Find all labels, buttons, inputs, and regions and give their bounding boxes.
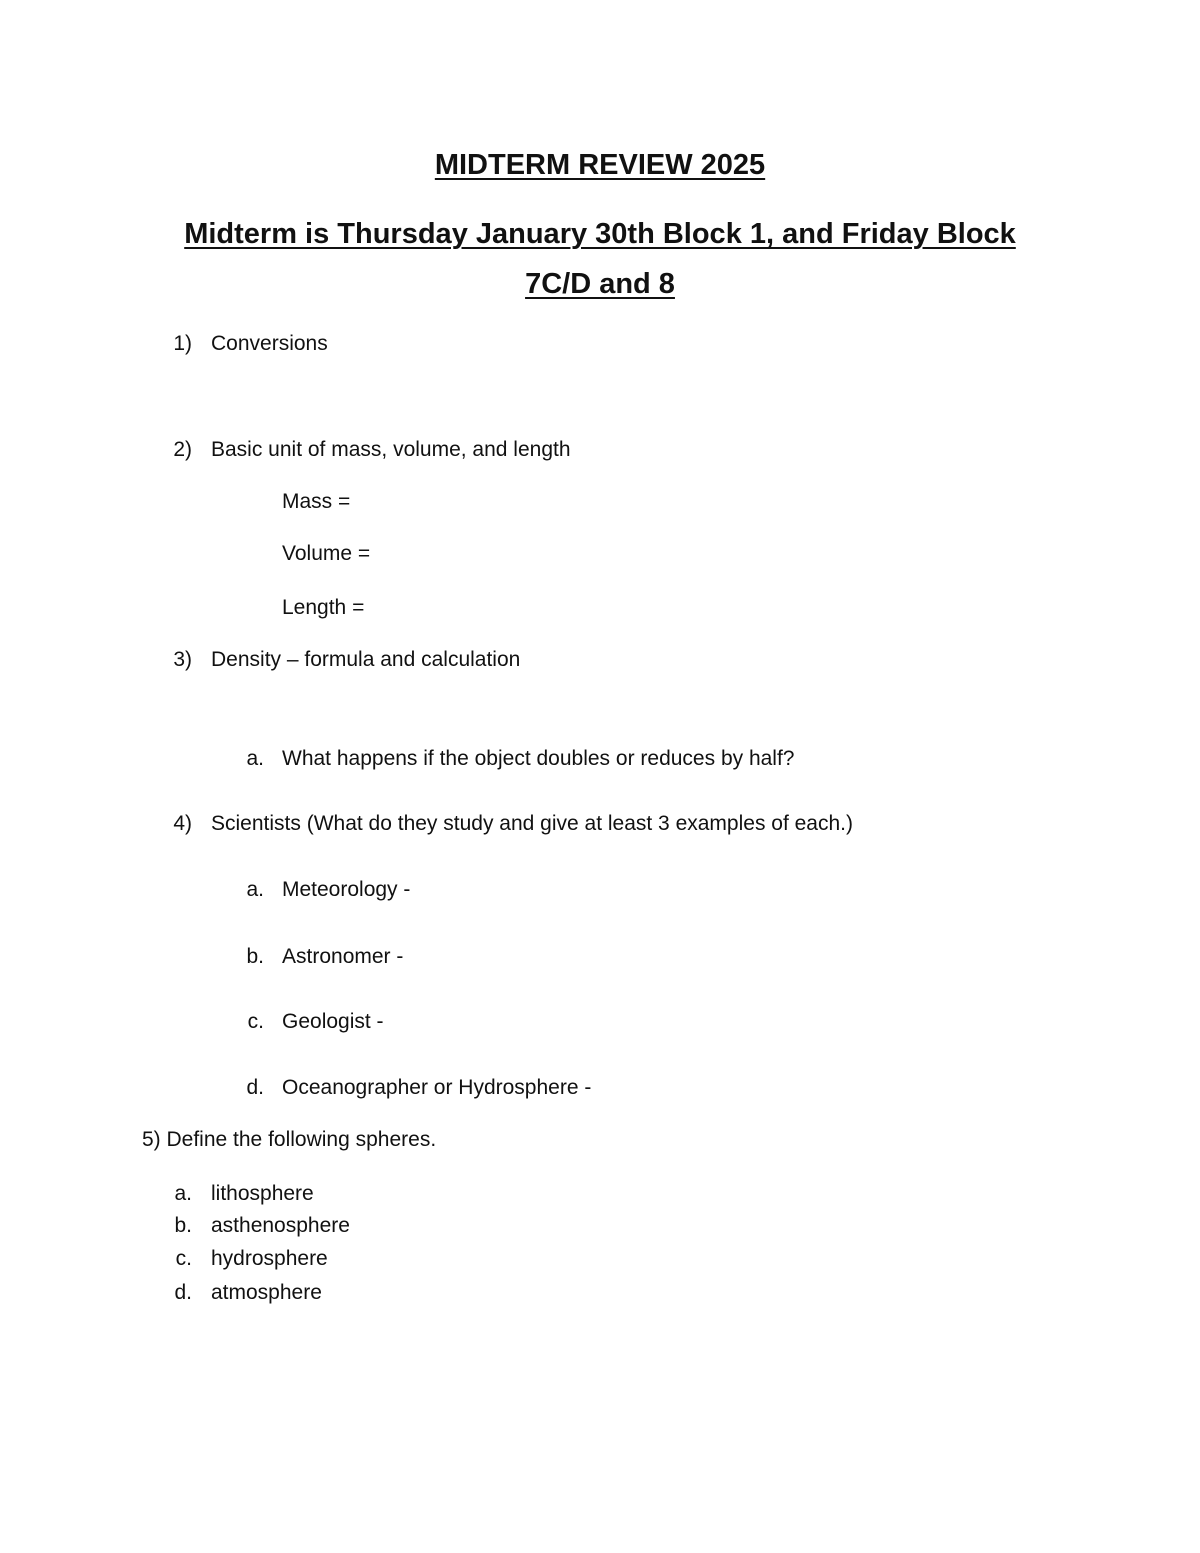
item-1-text: Conversions	[211, 332, 328, 355]
item-2-length: Length =	[282, 596, 365, 619]
item-3-text: Density – formula and calculation	[211, 648, 521, 671]
item-4a-text: Meteorology -	[282, 878, 411, 901]
item-3a-text: What happens if the object doubles or reduces by half?	[282, 747, 795, 770]
item-4b-marker: b.	[246, 945, 264, 968]
item-4-number: 4)	[173, 812, 192, 835]
item-4a-marker: a.	[246, 878, 264, 901]
item-4b-text: Astronomer -	[282, 945, 404, 968]
item-3a-marker: a.	[246, 747, 264, 770]
item-4c-marker: c.	[247, 1010, 264, 1033]
item-5c-text: hydrosphere	[211, 1247, 328, 1270]
item-2-number: 2)	[173, 438, 192, 461]
item-1-number: 1)	[173, 332, 192, 355]
item-5a-marker: a.	[174, 1182, 192, 1205]
item-3-number: 3)	[173, 648, 192, 671]
item-5d-text: atmosphere	[211, 1281, 322, 1304]
item-5c-marker: c.	[175, 1247, 192, 1270]
item-4d-marker: d.	[246, 1076, 264, 1099]
document-subtitle-line-1: Midterm is Thursday January 30th Block 1, and Friday Block	[184, 218, 1016, 250]
item-5b-text: asthenosphere	[211, 1214, 350, 1237]
item-2-volume: Volume =	[282, 542, 371, 565]
item-2-mass: Mass =	[282, 490, 351, 513]
item-4d-text: Oceanographer or Hydrosphere -	[282, 1076, 592, 1099]
document-subtitle-line-2: 7C/D and 8	[525, 268, 675, 300]
item-5-text: 5) Define the following spheres.	[142, 1128, 437, 1151]
item-5a-text: lithosphere	[211, 1182, 314, 1205]
document-title: MIDTERM REVIEW 2025	[434, 149, 766, 181]
item-5d-marker: d.	[174, 1281, 192, 1304]
item-4-text: Scientists (What do they study and give at least 3 examples of each.)	[211, 812, 853, 835]
item-2-text: Basic unit of mass, volume, and length	[211, 438, 571, 461]
item-4c-text: Geologist -	[282, 1010, 384, 1033]
item-5b-marker: b.	[174, 1214, 192, 1237]
